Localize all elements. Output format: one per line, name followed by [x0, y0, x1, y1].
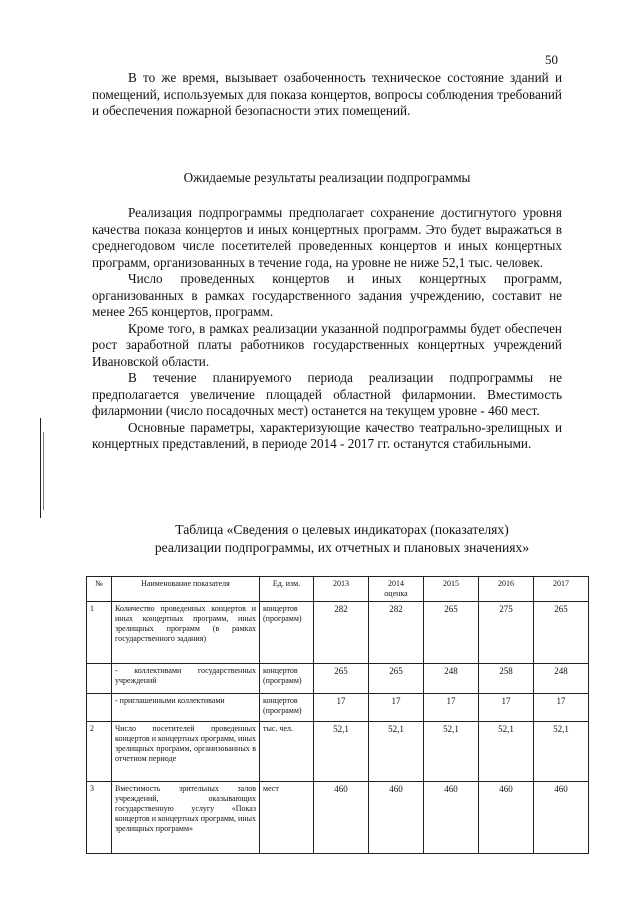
row-value-2014: 17	[369, 694, 424, 722]
row-value-2016: 275	[479, 602, 534, 664]
table-row	[87, 722, 589, 782]
row-value-2017: 265	[534, 602, 589, 664]
table-row	[87, 664, 589, 694]
row-name: Число посетителей проведенных концертов и концертных программ, иных зрелищных программ, организованных в отчетном периоде	[112, 722, 260, 782]
row-value-2016: 460	[479, 782, 534, 854]
row-value-2017: 460	[534, 782, 589, 854]
header-2016: 2016	[479, 577, 534, 602]
row-value-2017: 17	[534, 694, 589, 722]
row-value-2014: 265	[369, 664, 424, 694]
row-name: - приглашенными коллективами	[112, 694, 260, 722]
row-value-2013: 17	[314, 694, 369, 722]
row-value-2015: 52,1	[424, 722, 479, 782]
row-unit: мест	[260, 782, 314, 854]
row-value-2015: 460	[424, 782, 479, 854]
paragraph: Кроме того, в рамках реализации указанной подпрограммы будет обеспечен рост заработной платы работников государственных концертных учреждений Ивановской области.	[92, 320, 562, 369]
paragraph: Реализация подпрограммы предполагает сохранение достигнутого уровня качества показа концертов и иных концертных программ. Это будет выражаться в среднегодовом числе посетителей проведенных концертов и иных концертных программ, организованных в течение года, на уровне не ниже 52,1 тыс. человек.	[92, 205, 562, 270]
row-value-2015: 248	[424, 664, 479, 694]
row-unit: тыс. чел.	[260, 722, 314, 782]
intro-paragraph-block	[92, 70, 562, 120]
row-value-2013: 52,1	[314, 722, 369, 782]
indicators-table	[86, 576, 589, 854]
row-unit: концертов (программ)	[260, 602, 314, 664]
row-value-2013: 460	[314, 782, 369, 854]
header-unit: Ед. изм.	[260, 577, 314, 602]
row-value-2014: 460	[369, 782, 424, 854]
paragraph: В то же время, вызывает озабоченность техническое состояние зданий и помещений, используемых для показа концертов, вопросы соблюдения требований и обеспечения пожарной безопасности этих помещений.	[92, 70, 562, 118]
margin-mark	[43, 432, 44, 510]
row-unit: концертов (программ)	[260, 664, 314, 694]
row-value-2016: 17	[479, 694, 534, 722]
row-value-2017: 52,1	[534, 722, 589, 782]
header-2013: 2013	[314, 577, 369, 602]
paragraph: В течение планируемого периода реализации подпрограммы не предполагается увеличение площадей областной филармонии. Вместимость филармонии (число посадочных мест) останется на текущем уровне - 460 мест.	[92, 370, 562, 418]
row-value-2015: 17	[424, 694, 479, 722]
row-name: Количество проведенных концертов и иных концертных программ, иных зрелищных программ (в рамках государственного задания)	[112, 602, 260, 664]
table-caption-line: реализации подпрограммы, их отчетных и плановых значениях»	[154, 540, 530, 555]
header-name: Наименование показателя	[112, 577, 260, 602]
paragraph: Основные параметры, характеризующие качество театрально-зрелищных и концертных представлений, в периоде 2014 - 2017 гг. останутся стабильными.	[92, 419, 562, 451]
header-2014	[369, 577, 424, 602]
table-caption-line: Таблица «Сведения о целевых индикаторах (показателях)	[175, 522, 509, 537]
section-heading: Ожидаемые результаты реализации подпрограммы	[183, 170, 471, 185]
row-no: 2	[87, 722, 112, 782]
row-value-2014: 52,1	[369, 722, 424, 782]
row-no: 3	[87, 782, 112, 854]
row-no: 1	[87, 602, 112, 664]
table-header-row	[87, 577, 589, 602]
margin-mark	[40, 418, 41, 518]
row-value-2016: 52,1	[479, 722, 534, 782]
header-2015: 2015	[424, 577, 479, 602]
row-value-2015: 265	[424, 602, 479, 664]
row-no	[87, 694, 112, 722]
row-no	[87, 664, 112, 694]
row-name: - коллективами государственных учреждений	[112, 664, 260, 694]
header-2014-year: 2014	[388, 579, 404, 588]
table-caption	[92, 521, 592, 557]
row-value-2013: 265	[314, 664, 369, 694]
row-value-2013: 282	[314, 602, 369, 664]
results-text-block	[92, 205, 562, 453]
row-value-2016: 258	[479, 664, 534, 694]
header-2014-note: оценка	[384, 589, 408, 598]
row-value-2014: 282	[369, 602, 424, 664]
row-value-2017: 248	[534, 664, 589, 694]
header-2017: 2017	[534, 577, 589, 602]
table-row	[87, 694, 589, 722]
row-unit: концертов (программ)	[260, 694, 314, 722]
table-row	[87, 782, 589, 854]
header-no: №	[87, 577, 112, 602]
paragraph: Число проведенных концертов и иных концертных программ, организованных в рамках государственного задания учреждению, составит не менее 265 концертов, программ.	[92, 271, 562, 319]
table-row	[87, 602, 589, 664]
row-name: Вместимость зрительных залов учреждений, оказывающих государственную услугу «Показ концертов и концертных программ, иных зрелищных программ»	[112, 782, 260, 854]
page-number: 50	[545, 52, 558, 67]
